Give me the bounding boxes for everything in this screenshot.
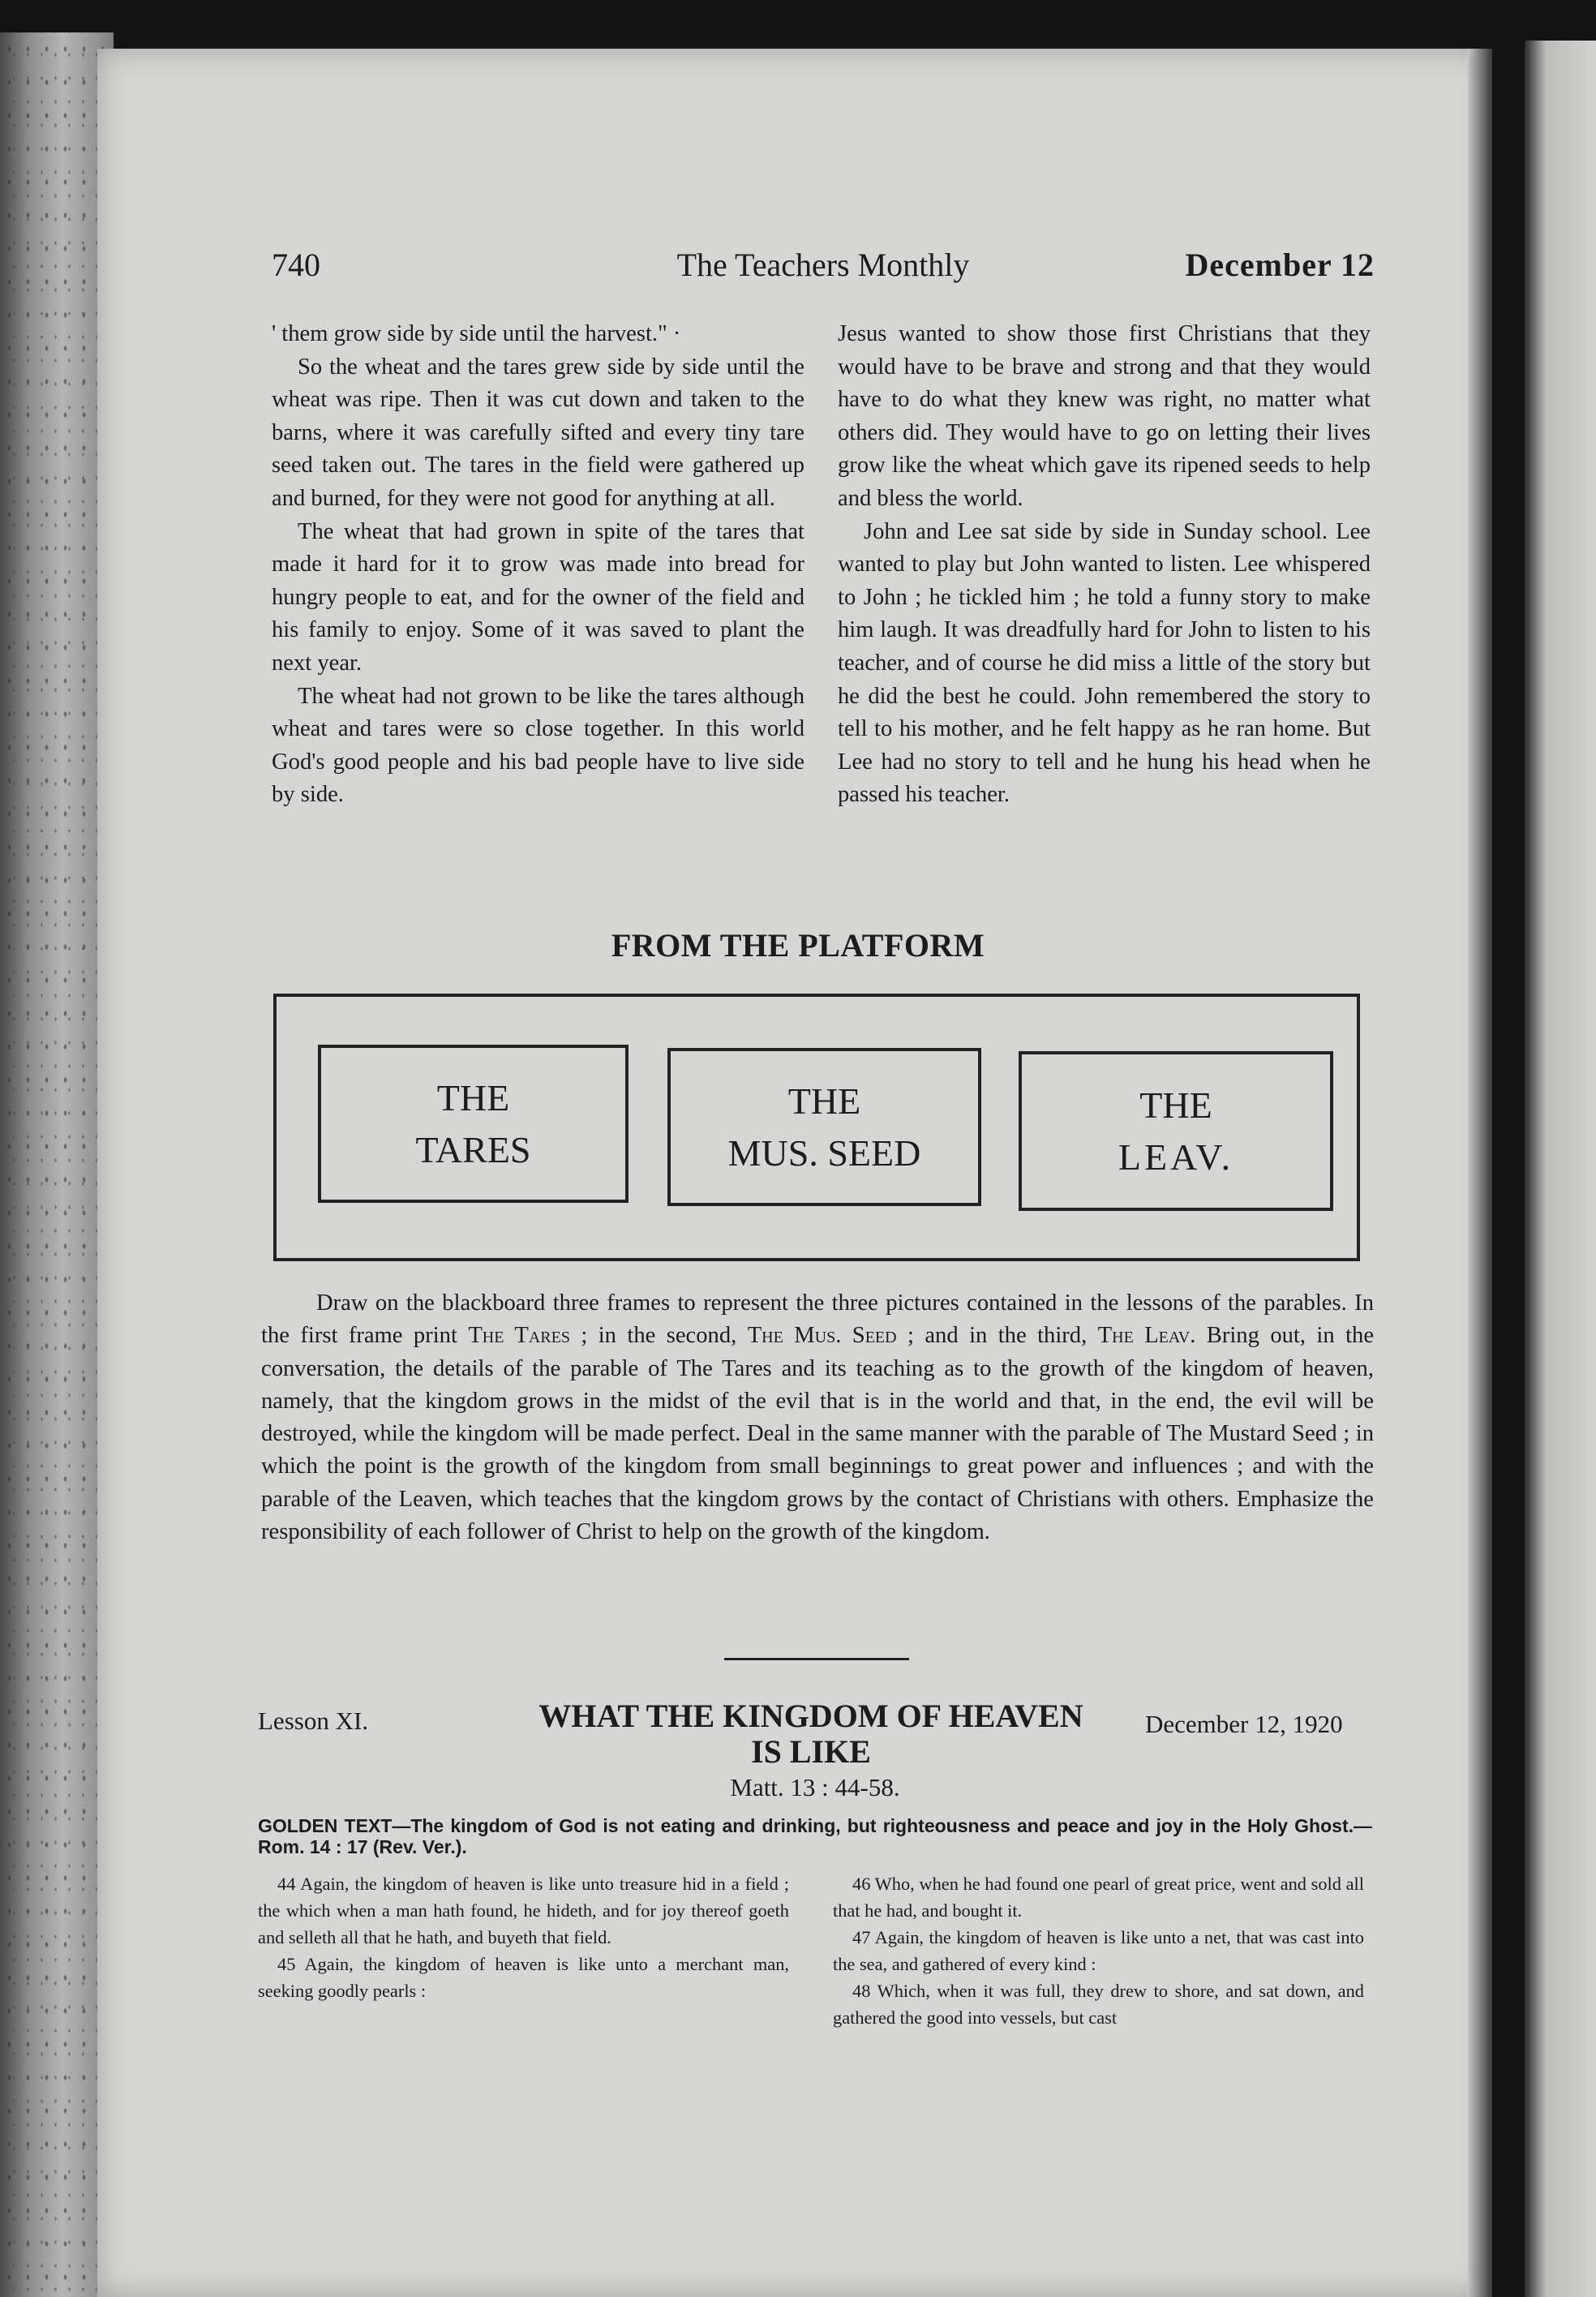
- platform-instructions: [261, 1287, 1374, 1548]
- frame-label-line: TARES: [415, 1128, 531, 1170]
- issue-date: December 12: [1185, 247, 1375, 283]
- instructions-text: ; in the second,: [569, 1323, 748, 1349]
- frame-label-line: THE: [1139, 1084, 1212, 1126]
- instructions-text: ; and in the third,: [896, 1323, 1098, 1349]
- instructions-small-caps: The Leav: [1097, 1323, 1191, 1349]
- story-paragraph: So the wheat and the tares grew side by side until the wheat was ripe. Then it was cut down and taken to the barns, where it was carefully sifted and every tiny tare seed taken out. The tares in the field were gathered up and burned, for they were not good for anything at all.: [272, 354, 804, 511]
- lesson-title-line: IS LIKE: [751, 1733, 871, 1770]
- frame-label-line: MUS. SEED: [727, 1131, 921, 1174]
- page-gutter-shadow: [1468, 49, 1492, 2297]
- platform-heading: FROM THE PLATFORM: [611, 927, 985, 964]
- scripture-reference: Matt. 13 : 44-58.: [730, 1773, 900, 1801]
- adjacent-page-edge: [1525, 41, 1596, 2297]
- scripture-verses-right: [833, 1870, 1364, 2031]
- lesson-date: December 12, 1920: [1145, 1710, 1343, 1738]
- story-paragraph: Jesus wanted to show those first Christians that they would have to be brave and strong and that they would have to do what they knew was right, no matter what others did. They would have to go on letting their lives grow like the wheat which gave its ripened seeds to help and bless the world.: [838, 321, 1371, 511]
- scripture-verse: 46 Who, when he had found one pearl of great price, went and sold all that he had, and bought it.: [833, 1874, 1364, 1921]
- section-divider: [724, 1658, 909, 1660]
- story-paragraph: The wheat had not grown to be like the tares although wheat and tares were so close together. In this world God's good people and his bad people have to live side by side.: [272, 683, 804, 808]
- lesson-title-line: WHAT THE KINGDOM OF HEAVEN: [538, 1698, 1083, 1734]
- frame-label-line: LEAV.: [1118, 1136, 1234, 1178]
- blackboard-frame-leav: [1019, 1051, 1333, 1211]
- story-column-right: [838, 318, 1371, 812]
- instructions-small-caps: The Mus. Seed: [747, 1323, 897, 1349]
- frame-label-line: THE: [787, 1080, 861, 1122]
- scripture-verse: 44 Again, the kingdom of heaven is like unto treasure hid in a field ; the which when a man hath found, he hideth, and for joy thereof goeth and selleth all that he hath, and buyeth that field.: [258, 1874, 789, 1947]
- lesson-title: [487, 1698, 1135, 1770]
- story-paragraph: ' them grow side by side until the harvest." ·: [272, 321, 681, 346]
- blackboard-frame-tares: [318, 1045, 629, 1203]
- golden-text: GOLDEN TEXT—The kingdom of God is not eating and drinking, but righteousness and peace and joy in the Holy Ghost.—Rom. 14 : 17 (Rev. Ver.).: [258, 1815, 1372, 1857]
- lesson-number: Lesson XI.: [258, 1707, 369, 1735]
- frame-label-line: THE: [436, 1076, 510, 1118]
- story-paragraph: The wheat that had grown in spite of the tares that made it hard for it to grow was made into bread for hungry people to eat, and for the owner of the field and his family to enjoy. Some of it was saved to plant the next year.: [272, 518, 804, 676]
- story-column-left: [272, 318, 804, 812]
- scripture-verse: 47 Again, the kingdom of heaven is like unto a net, that was cast into the sea, and gathered of every kind :: [833, 1927, 1364, 1974]
- running-head: [272, 246, 1375, 294]
- instructions-text: . Bring out, in the conversation, the details of the parable of The Tares and its teaching as to the growth of the kingdom of heaven, namely, that the kingdom grows in the midst of the evil that is in the world and that, in the end, the evil will be destroyed, while the kingdom will be made perfect. Deal in the same manner with the parable of The Mustard Seed ; in which the point is the growth of the kingdom from small beginnings to great power and influences ; and with the parable of the Leaven, which teaches that the kingdom grows by the contact of Christians with others. Emphasize the responsibility of each follower of Christ to help on the growth of the kingdom.: [261, 1323, 1375, 1545]
- instructions-small-caps: The Tares: [468, 1323, 570, 1349]
- scripture-verse: 48 Which, when it was full, they drew to shore, and sat down, and gathered the good into vessels, but cast: [833, 1981, 1364, 2028]
- scripture-verses-left: [258, 1870, 789, 2004]
- instructions-text: Draw on the blackboard three frames to represent the three pictures contained in the lessons of the parables. In the first frame print: [261, 1290, 1374, 1349]
- page-number: 740: [272, 247, 320, 283]
- scripture-verse: 45 Again, the kingdom of heaven is like unto a merchant man, seeking goodly pearls :: [258, 1954, 789, 2001]
- journal-title: The Teachers Monthly: [676, 247, 970, 283]
- story-paragraph: John and Lee sat side by side in Sunday school. Lee wanted to play but John wanted to listen. Lee whispered to John ; he tickled him ; he told a funny story to make him laugh. It was dreadfully hard for John to listen to his teacher, and of course he did miss a little of the story but he did the best he could. John remembered the story to tell to his mother, and he felt happy as he ran home. But Lee had no story to tell and he hung his head when he passed his teacher.: [838, 518, 1371, 808]
- scan-binding-edge: [0, 32, 114, 2297]
- blackboard-frame-mus-seed: [667, 1048, 981, 1206]
